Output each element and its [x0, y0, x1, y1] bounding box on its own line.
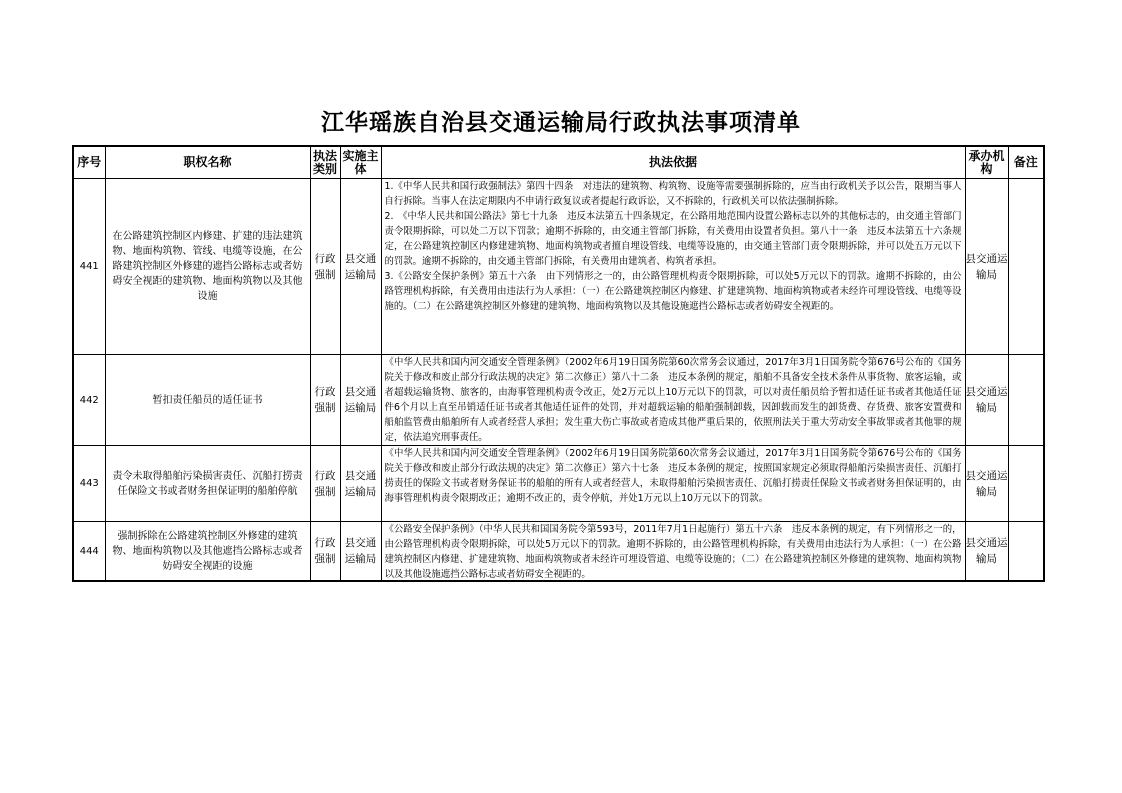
header-name: 职权名称 [105, 146, 310, 179]
row-basis-cell [381, 446, 965, 522]
header-row [73, 146, 1044, 179]
row-basis-cell [381, 179, 965, 355]
row-remark [1008, 446, 1044, 522]
row-remark [1008, 355, 1044, 446]
row-org: 县交通运输局 [965, 446, 1008, 522]
row-name: 责令未取得船舶污染损害责任、沉船打捞责任保险文书或者财务担保证明的船舶停航 [105, 446, 310, 522]
row-org: 县交通运输局 [965, 355, 1008, 446]
row-index: 442 [73, 355, 105, 446]
row-basis-cell [381, 355, 965, 446]
row-type: 行政强制 [310, 446, 340, 522]
row-name: 暂扣责任船员的适任证书 [105, 355, 310, 446]
row-subject: 县交通运输局 [340, 522, 381, 582]
row-subject: 县交通运输局 [340, 446, 381, 522]
table-row [73, 355, 1044, 446]
row-subject: 县交通运输局 [340, 355, 381, 446]
row-basis: 《中华人民共和国内河交通安全管理条例》（2002年6月19日国务院第60次常务会议通过，2017年3月1日国务院令第676号公布的《国务院关于修改和废止部分行政法规的决定》第二次修正）第六十七条 违反本条例的规定，按照国家规定必须取得船舶污染损害责任、沉船打捞责任的保险文书或者财务保证书的船舶的所有人或者经营人，未取得船舶污染损害责任、沉船打捞责任保险文书或者财务担保证明的，由海事管理机构责令限期改正；逾期不改正的，责令停航，并处1万元以上10万元以下的罚款。 [384, 448, 962, 504]
row-org: 县交通运输局 [965, 522, 1008, 582]
document-title: 江华瑶族自治县交通运输局行政执法事项清单 [321, 109, 801, 136]
row-basis: 《公路安全保护条例》（中华人民共和国国务院令第593号，2011年7月1日起施行）第五十六条 违反本条例的规定，有下列情形之一的，由公路管理机构责令限期拆除，可以处5万元以下的罚款。逾期不拆除的，由公路管理机构拆除，有关费用由违法行为人承担：（一）在公路建筑控制区内修建、扩建建筑物、地面构筑物或者未经许可埋设管道、电缆等设施的；（二）在公路建筑控制区外修建的建筑物、地面构筑物以及其他设施遮挡公路标志或者妨碍安全视距的。 [384, 524, 962, 580]
row-type: 行政强制 [310, 355, 340, 446]
row-index: 443 [73, 446, 105, 522]
row-type: 行政强制 [310, 179, 340, 355]
row-basis: 1.《中华人民共和国行政强制法》第四十四条 对违法的建筑物、构筑物、设施等需要强制拆除的，应当由行政机关予以公告，限期当事人自行拆除。当事人在法定期限内不申请行政复议或者提起行政诉讼，又不拆除的，行政机关可以依法强制拆除。 2. 《中华人民共和国公路法》第七十九条 违反本法第五十四条规定，在公路用地范围内设置公路标志以外的其他标志的，由交通主管部门责令限期拆除，可以处二万以下罚款；逾期不拆除的，由交通主管部门拆除，有关费用由设置者负担。第八十一条 违反本法第五十六条规定，在公路建筑控制区内修建建筑物、地面构筑物或者擅自埋设管线、电缆等设施的，由交通主管部门责令限期拆除，并可以处五万元以下的罚款。逾期不拆除的，由交通主管部门拆除，有关费用由建筑者、构筑者承担。 3.《公路安全保护条例》第五十六条 由下列情形之一的，由公路管理机构责令限期拆除，可以处5万元以下的罚款。逾期不拆除的，由公路管理机构拆除，有关费用由违法行为人承担：（一）在公路建筑控制区内修建、扩建建筑物、地面构筑物或者未经许可埋设管线、电缆等设施的。（二）在公路建筑控制区外修建的建筑物、地面构筑物以及其他设施遮挡公路标志或者妨碍安全视距的。 [384, 181, 962, 312]
row-name: 在公路建筑控制区内修建、扩建的违法建筑物、地面构筑物、管线、电缆等设施，在公路建筑控制区外修建的遮挡公路标志或者妨碍安全视距的建筑物、地面构筑物以及其他设施 [105, 179, 310, 355]
table-row [73, 522, 1044, 582]
header-index: 序号 [73, 146, 105, 179]
table-row [73, 446, 1044, 522]
header-type: 执法类别 [310, 146, 340, 179]
row-subject: 县交通运输局 [340, 179, 381, 355]
row-index: 444 [73, 522, 105, 582]
enforcement-table [72, 145, 1045, 582]
row-type: 行政强制 [310, 522, 340, 582]
header-subject: 实施主体 [340, 146, 381, 179]
row-name: 强制拆除在公路建筑控制区外修建的建筑物、地面构筑物以及其他遮挡公路标志或者妨碍安全视距的设施 [105, 522, 310, 582]
row-org: 县交通运输局 [965, 179, 1008, 355]
row-basis: 《中华人民共和国内河交通安全管理条例》（2002年6月19日国务院第60次常务会议通过，2017年3月1日国务院令第676号公布的《国务院关于修改和废止部分行政法规的决定》第二次修正）第八十二条 违反本条例的规定，船舶不具备安全技术条件从事货物、旅客运输，或者超载运输货物、旅客的，由海事管理机构责令改正，处2万元以上10万元以下的罚款，可以对责任船员给予暂扣适任证书或者其他适任证件6个月以上直至吊销适任证书或者其他适任证件的处罚，并对超载运输的船舶强制卸载，因卸载而发生的卸货费、存货费、旅客安置费和船舶监管费由船舶所有人或者经营人承担；发生重大伤亡事故或者造成其他严重后果的，依照刑法关于重大劳动安全事故罪或者其他罪的规定，依法追究刑事责任。 [384, 357, 962, 443]
row-remark [1008, 522, 1044, 582]
row-remark [1008, 179, 1044, 355]
header-remark: 备注 [1008, 146, 1044, 179]
row-basis-cell [381, 522, 965, 582]
table-row [73, 179, 1044, 355]
row-index: 441 [73, 179, 105, 355]
header-basis: 执法依据 [381, 146, 965, 179]
header-org: 承办机构 [965, 146, 1008, 179]
